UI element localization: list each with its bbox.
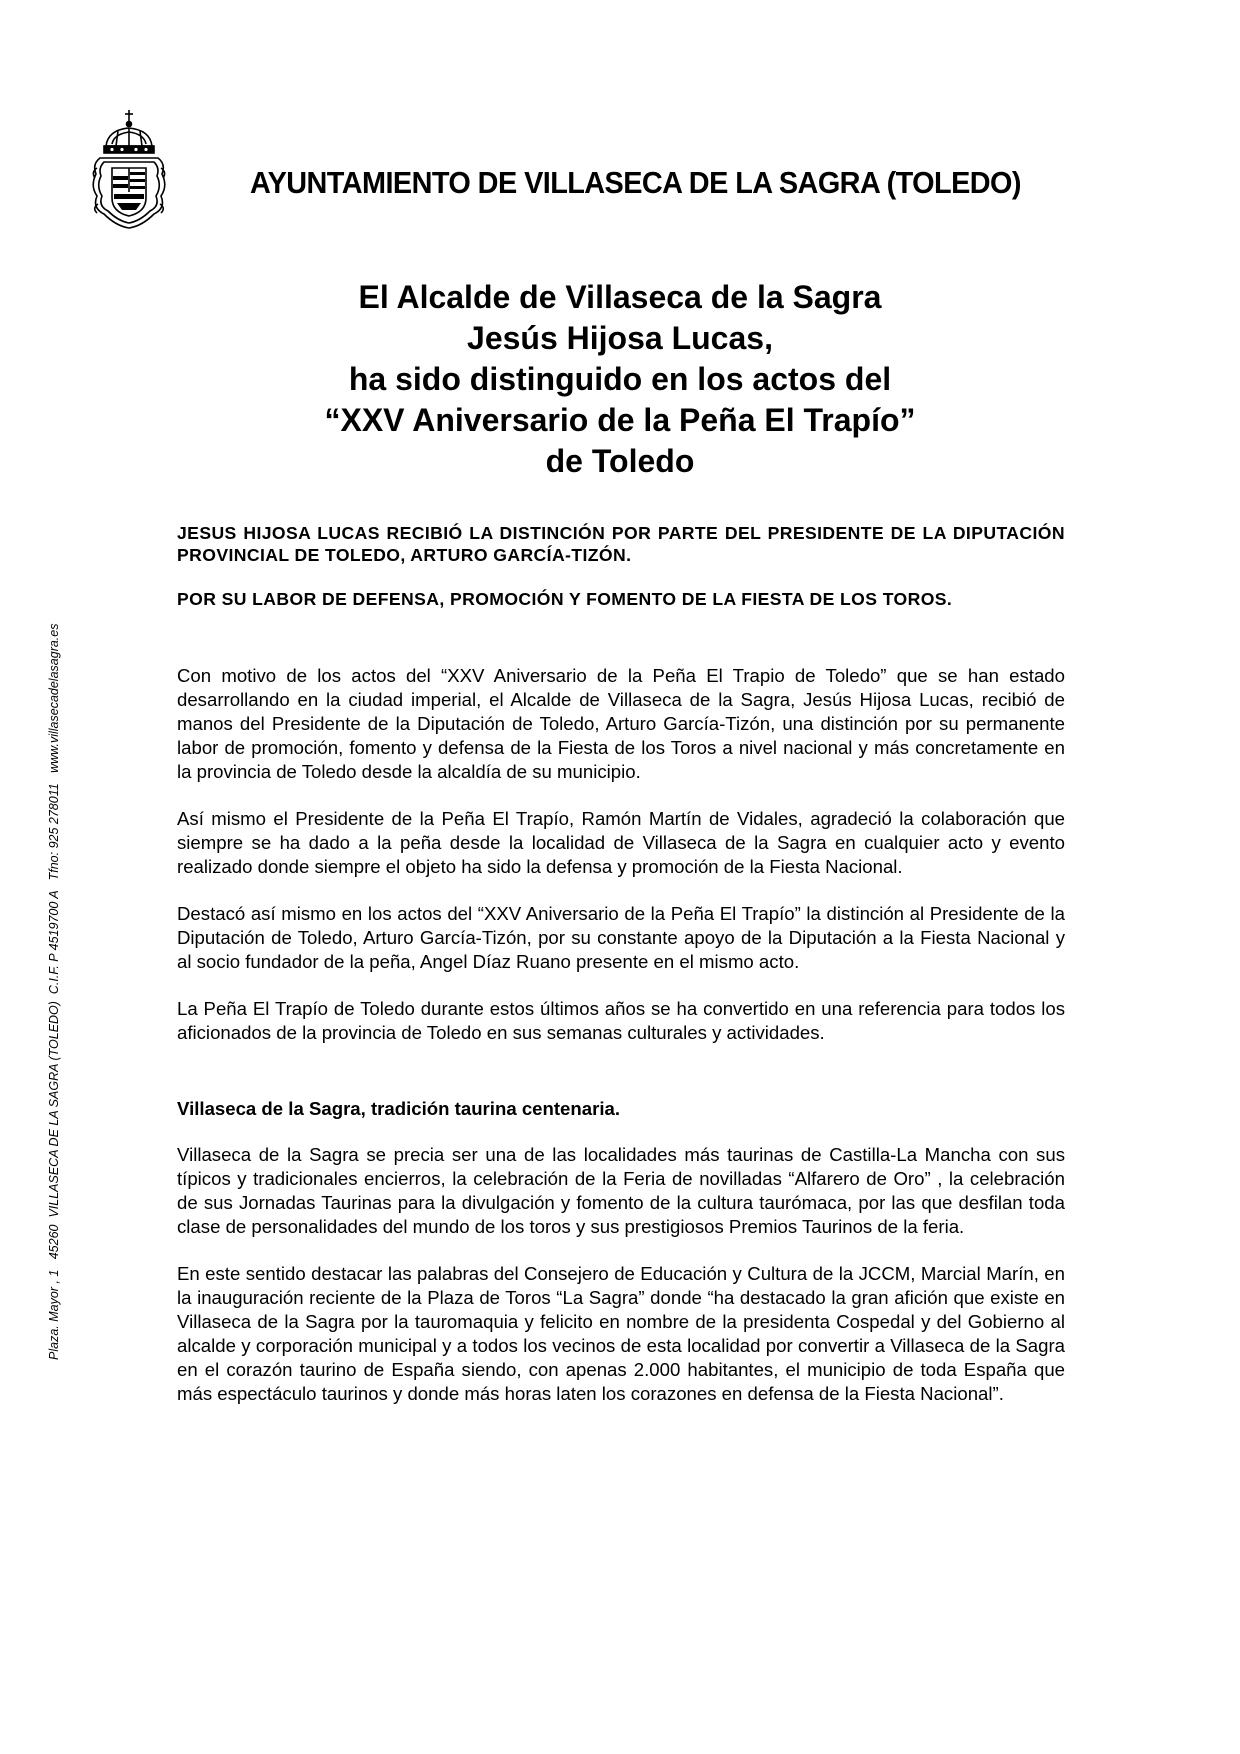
- organization-title: AYUNTAMIENTO DE VILLASECA DE LA SAGRA (TOLEDO): [250, 165, 1021, 200]
- paragraph: La Peña El Trapío de Toledo durante estos últimos años se ha convertido en una referencia para todos los aficionados de la provincia de Toledo en sus semanas culturales y actividades.: [177, 998, 1065, 1043]
- paragraph: Villaseca de la Sagra se precia ser una de las localidades más taurinas de Castilla-La Mancha con sus típicos y tradicionales encierros, la celebración de la Feria de novilladas “Alfarero de Oro” , la celebración de sus Jornadas Taurinas para la divulgación y fomento de la cultura taurómaca, por las que desfilan toda clase de personalidades del mundo de los toros y sus prestigiosos Premios Taurinos de la feria.: [177, 1144, 1065, 1237]
- paragraph: Con motivo de los actos del “XXV Aniversario de la Peña El Trapio de Toledo” que se han estado desarrollando en la ciudad imperial, el Alcalde de Villaseca de la Sagra, Jesús Hijosa Lucas, recibió de manos del Presidente de la Diputación de Toledo, Arturo García-Tizón, una distinción por su permanente labor de promoción, fomento y defensa de la Fiesta de los Toros a nivel nacional y más concretamente en la provincia de Toledo desde la alcaldía de su municipio.: [177, 665, 1065, 782]
- headline-line: “XXV Aniversario de la Peña El Trapío”: [324, 402, 916, 438]
- article-body: [177, 522, 1065, 1406]
- subheading: JESUS HIJOSA LUCAS RECIBIÓ LA DISTINCIÓN POR PARTE DEL PRESIDENTE DE LA DIPUTACIÓN PROVINCIAL DE TOLEDO, ARTURO GARCÍA-TIZÓN.: [177, 523, 1065, 565]
- headline-line: El Alcalde de Villaseca de la Sagra: [358, 279, 882, 315]
- headline-line: de Toledo: [545, 443, 695, 479]
- subheading: POR SU LABOR DE DEFENSA, PROMOCIÓN Y FOMENTO DE LA FIESTA DE LOS TOROS.: [177, 589, 953, 609]
- headline-line: Jesús Hijosa Lucas,: [467, 320, 773, 356]
- paragraph: Así mismo el Presidente de la Peña El Trapío, Ramón Martín de Vidales, agradeció la colaboración que siempre se ha dado a la peña desde la localidad de Villaseca de la Sagra en cualquier acto y evento realizado donde siempre el objeto ha sido la defensa y promoción de la Fiesta Nacional.: [177, 808, 1065, 877]
- vertical-contact-info: Plaza. Mayor , 1 45260 VILLASECA DE LA SAGRA (TOLEDO) C.I.F. P 4519700 A Tfno: 925 278011 www.villasecadelasagra.es: [47, 623, 61, 1360]
- coat-of-arms-logo: [88, 108, 170, 232]
- section-title: Villaseca de la Sagra, tradición taurina centenaria.: [177, 1098, 620, 1119]
- paragraph: Destacó así mismo en los actos del “XXV Aniversario de la Peña El Trapío” la distinción al Presidente de la Diputación de Toledo, Arturo García-Tizón, por su constante apoyo de la Diputación a la Fiesta Nacional y al socio fundador de la peña, Angel Díaz Ruano presente en el mismo acto.: [177, 903, 1065, 972]
- headline-line: ha sido distinguido en los actos del: [348, 361, 892, 397]
- press-headline: [290, 277, 950, 482]
- paragraph: En este sentido destacar las palabras del Consejero de Educación y Cultura de la JCCM, Marcial Marín, en la inauguración reciente de la Plaza de Toros “La Sagra” donde “ha destacado la gran afición que existe en Villaseca de la Sagra por la tauromaquia y felicito en nombre de la presidenta Cospedal y del Gobierno al alcalde y corporación municipal y a todos los vecinos de esta localidad por convertir a Villaseca de la Sagra en el corazón taurino de España siendo, con apenas 2.000 habitantes, el municipio de toda España que más espectáculo taurinos y donde más horas laten los corazones en defensa de la Fiesta Nacional”.: [177, 1263, 1065, 1404]
